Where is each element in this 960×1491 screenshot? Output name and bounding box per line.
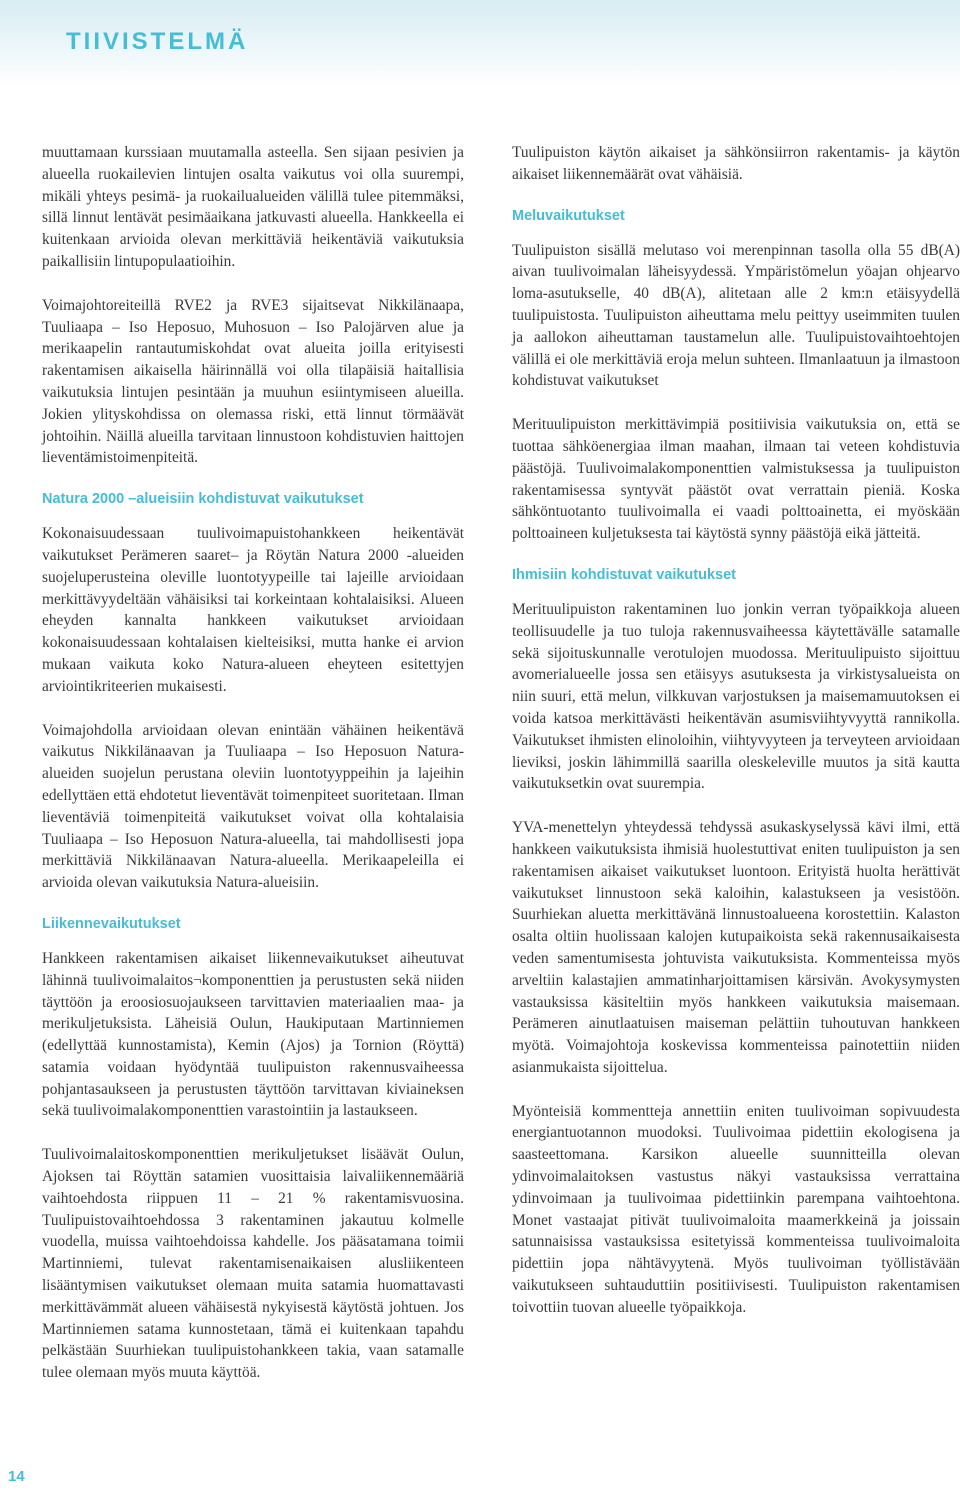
paragraph: Merituulipuiston rakentaminen luo jonkin verran työpaikkoja alueen teollisuudelle ja tuo tuloja rakennusvaiheessa käytettävälle satamalle sekä sijoituskunnalle verotulojen muodossa. Merituulipuisto sijoittuu avomerialueelle jossa sen etäisyys asutuksesta ja virkistysalueista on niin suuri, että melun, vilkkuvan varjostuksen ja maisemamuutoksen ei voida katsoa merkittävästi heikentävän asumisviihtyvyyttä rannikolla. Vaikutukset ihmisten elinoloihin, viihtyvyyteen ja terveyteen arvioidaan lieviksi, joskin lähimmillä saarilla oleskeleville muutos ja sitä kautta vaikutuksetkin ovat suurempia.	[512, 600, 960, 793]
paragraph: YVA-menettelyn yhteydessä tehdyssä asukaskyselyssä kävi ilmi, että hankkeen vaikutuksista ihmisiä huolestuttivat eniten tuulipuiston ja sen rakentamisen aikaiset vaikutukset luontoon. Erityistä huolta herättivät vaikutukset linnustoon sekä kaloihin, kalastukseen ja vesistöön. Suurhiekan aluetta merkittävänä linnustoalueena korostettiin. Kalaston osalta oltiin huolissaan kalojen kutupaikoista sekä rakennusaikaisesta veden samentumisesta johtuvista vaikutuksista. Kommenteissa myös arveltiin kalastajien ammatinharjoittamisen kärsivän. Avokysymysten vastauksissa käsiteltiin myös hankkeen vaikutuksia maisemaan. Perämeren ainutlaatuisen maiseman pelättiin tuhoutuvan hankkeen myötä. Voimajohtoja koskevissa kommenteissa painotettiin niiden asianmukaista sijoittelua.	[512, 819, 960, 1076]
paragraph: Kokonaisuudessaan tuulivoimapuistohankkeen heikentävät vaikutukset Perämeren saaret– ja Röytän Natura 2000 -alueiden suojeluperusteina oleville luontotyypeille tai lajeille arvioidaan merkittävyydeltään vähäisiksi tai korkeintaan kohtalaisiksi. Alueen eheyden kannalta hankkeen vaikutukset arvioidaan kokonaisuudessaan kohtalaisen kielteisiksi, mutta hanke ei arvion mukaan vaikuta koko Natura-alueen eheyteen esitettyjen arviointikriteerien mukaisesti.	[42, 525, 464, 695]
right-column	[512, 142, 960, 1341]
page-number: 14	[8, 1468, 25, 1485]
section-heading: Liikennevaikutukset	[42, 915, 181, 932]
paragraph: Myönteisiä kommentteja annettiin eniten tuulivoiman sopivuudesta energiantuotannon muodoksi. Tuulivoimaa pidettiin ekologisena ja saasteettomana. Karsikon alueelle suunnitteilla olevan ydinvoimalaitoksen vastustus näkyi vastauksissa verrattaina ydinvoimaan ja tuulivoimaa pidettiinkin parempana vaihtoehtona. Monet vastaajat pitivät tuulivoimaloita maamerkkeinä ja joissain satunnaisissa vastauksissa esitetyissä kommenteissa tuulivoimaloita pidettiin jopa nähtävyytenä. Myös tuulivoiman työllistävään vaikutukseen suhtauduttiin positiivisesti. Tuulipuiston rakentamisen toivottiin tuovan alueelle työpaikkoja.	[512, 1102, 960, 1316]
paragraph: Tuulipuiston käytön aikaiset ja sähkönsiirron rakentamis- ja käytön aikaiset liikennemäärät ovat vähäisiä.	[512, 144, 960, 183]
header-band	[0, 0, 960, 88]
paragraph: Tuulivoimalaitoskomponenttien merikuljetukset lisäävät Oulun, Ajoksen tai Röyttän satamien vuosittaisia laivaliikennemääriä vaihtoehdosta riippuen 11 – 21 % rakentamisvuosina. Tuulipuistovaihtoehdossa 3 rakentaminen jakautuu kolmelle vuodella, muissa vaihtoehdoissa kahdelle. Jos pääsatamana toimii Martinniemi, tulevat rakentamisenaikaisen alusliikenteen lisääntymisen vaikutukset olemaan muita satamia huomattavasti merkittävämmät alueen vähäisestä nykyisestä käytöstä johtuen. Jos Martinniemen satama kunnostetaan, tämä ei kuitenkaan tapahdu pelkästään Suurhiekan tuulipuistohankkeen takia, vaan satamalle tulee olemaan myös muuta käyttöä.	[42, 1146, 464, 1382]
section-heading: Meluvaikutukset	[512, 207, 625, 224]
section-heading: Ihmisiin kohdistuvat vaikutukset	[512, 566, 736, 583]
paragraph: Voimajohtoreiteillä RVE2 ja RVE3 sijaitsevat Nikkilänaapa, Tuuliaapa – Iso Heposuo, Muhosuon – Iso Palojärven alue ja merikaapelin rantautumiskohdat ovat alueita joilla erityisesti rakentamisen aikaisella häirinnällä voi olla tilapäisiä haitallisia vaikutuksia lintujen pesintään ja muuhun esiintymiseen alueilla. Jokien ylityskohdissa on olemassa riski, että linnut törmäävät johtoihin. Näillä alueilla tarvitaan linnustoon kohdistuvien haittojen lieventämistoimenpiteitä.	[42, 296, 464, 467]
paragraph: Hankkeen rakentamisen aikaiset liikennevaikutukset aiheutuvat lähinnä tuulivoimalaitos¬komponenttien ja perustusten sekä niiden täyttöön ja eroosiosuojaukseen tarvittavien materiaalien maa- ja merikuljetuksista. Läheisiä Oulun, Haukiputaan Martinniemen (edellyttää kunnostamista), Kemin (Ajos) ja Tornion (Röyttä) satamia voidaan hyödyntää tuulipuiston rakennusvaiheessa pohjantasaukseen ja perustusten täyttöön tarvittavan kiviaineksen sekä tuulivoimalakomponenttien varastointiin ja lastaukseen.	[42, 949, 464, 1120]
section-heading: Natura 2000 –alueisiin kohdistuvat vaikutukset	[42, 491, 364, 508]
page-title: TIIVISTELMÄ	[66, 28, 249, 55]
paragraph: Voimajohdolla arvioidaan olevan enintään vähäinen heikentävä vaikutus Nikkilänaavan ja Tuuliaapa – Iso Heposuon Natura-alueiden suojelun perustana oleviin luontotyyppeihin ja lajeihin edellyttäen että ehdotetut lieventävät toimenpiteet suoritetaan. Ilman lieventäviä toimenpiteitä vaikutukset voivat olla kohtalaisia Tuuliaapa – Iso Heposuon Natura-alueella, tai mahdollisesti jopa merkittäviä Nikkilänaavan Natura-alueella. Merikaapeleilla ei arvioida olevan vaikutuksia Natura-alueisiin.	[42, 721, 464, 892]
left-column	[42, 142, 464, 1406]
paragraph: Merituulipuiston merkittävimpiä positiivisia vaikutuksia on, että se tuottaa sähköenergiaa ilman maahan, ilmaan tai veteen kohdistuvia päästöjä. Tuulivoimalakomponenttien valmistuksessa ja tuulipuiston rakentamisessa syntyvät päästöt ovat verrattain pieniä. Koska sähköntuotanto tuulivoimalla ei vaadi polttoainetta, ei myöskään polttoaineen kuljetuksesta tai käytöstä synny päästöjä eikä jätteitä.	[512, 416, 960, 543]
paragraph: muuttamaan kurssiaan muutamalla asteella. Sen sijaan pesivien ja alueella ruokailevien lintujen osalta vaikutus voi olla suurempi, mikäli yhteys pesimä- ja ruokailualueiden välillä tulee pitemmäksi, sillä linnut lentävät pesimäaikana jatkuvasti alueella. Hankkeella ei kuitenkaan arvioida olevan merkittäviä heikentäviä vaikutuksia paikallisiin lintupopulaatioihin.	[42, 144, 464, 270]
paragraph: Tuulipuiston sisällä melutaso voi merenpinnan tasolla olla 55 dB(A) aivan tuulivoimalan läheisyydessä. Ympäristömelun yöajan ohjearvo loma-asutukselle, 40 dB(A), alitetaan alle 2 km:n etäisyydellä tuulipuistosta. Tuulipuiston aiheuttama melu peittyy useimmiten tuulen ja aallokon aiheuttaman taustamelun alle. Tuulipuistovaihtoehtojen välillä ei ole merkittäviä eroja melun suhteen. Ilmanlaatuun ja ilmastoon kohdistuvat vaikutukset	[512, 241, 960, 390]
